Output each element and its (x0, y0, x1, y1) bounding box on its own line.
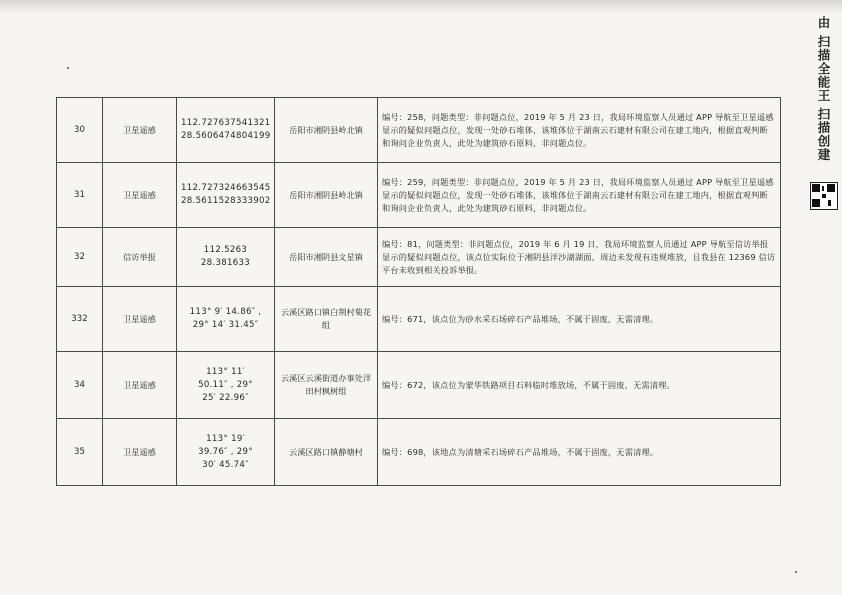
scanner-watermark: 由 扫描全能王 扫描创建 (816, 16, 831, 162)
scan-speck (67, 67, 69, 69)
source-cell: 卫星遥感 (103, 98, 177, 163)
table-row (57, 98, 781, 163)
description-cell: 编号：671，该点位为砂水采石场碎石产品堆场，不属于固废，无需清理。 (378, 287, 781, 352)
location-cell: 云溪区云溪街道办事处洋田村枫树组 (275, 352, 378, 419)
location-cell: 岳阳市湘阴县文星镇 (275, 228, 378, 287)
qr-code-icon (810, 182, 838, 210)
coordinates-cell: 113° 9′ 14.86″ , 29° 14′ 31.45″ (177, 287, 275, 352)
coordinates-cell: 112.5263 28.381633 (177, 228, 275, 287)
row-number: 34 (57, 352, 103, 419)
description-cell: 编号：81，问题类型：非问题点位，2019 年 6 月 19 日，我局环境监察人员通过 APP 导航至信访举报显示的疑似问题点位，该点位实际位于湘阴县洋沙湖湖面，周边未发现有违规堆放，且我县在 12369 信访平台未收到相关投诉举报。 (378, 228, 781, 287)
table-row (57, 287, 781, 352)
table-row (57, 163, 781, 228)
scan-edge-shadow (0, 0, 842, 14)
row-number: 30 (57, 98, 103, 163)
coordinates-cell: 113° 11′ 50.11″ , 29° 25′ 22.96″ (177, 352, 275, 419)
row-number: 32 (57, 228, 103, 287)
source-cell: 卫星遥感 (103, 352, 177, 419)
location-cell: 岳阳市湘阴县岭北镇 (275, 163, 378, 228)
description-cell: 编号：258，问题类型：非问题点位，2019 年 5 月 23 日，我局环境监察人员通过 APP 导航至卫星遥感显示的疑似问题点位，发现一处砂石堆体，该堆体位于湖南云石建材有限公司在建工地内，根据直观判断和询问企业负责人，此处为建筑砂石原料，非问题点位。 (378, 98, 781, 163)
description-cell: 编号：698，该地点为清塘采石场碎石产品堆场，不属于固废，无需清理。 (378, 419, 781, 486)
description-cell: 编号：672，该点位为蒙华铁路项目石料临时堆放场，不属于固废，无需清理。 (378, 352, 781, 419)
scan-speck (795, 571, 797, 573)
row-number: 35 (57, 419, 103, 486)
records-table (56, 97, 781, 486)
table-row (57, 419, 781, 486)
location-cell: 岳阳市湘阴县岭北镇 (275, 98, 378, 163)
coordinates-cell: 113° 19′ 39.76″ , 29° 30′ 45.74″ (177, 419, 275, 486)
source-cell: 卫星遥感 (103, 163, 177, 228)
table-row (57, 228, 781, 287)
source-cell: 卫星遥感 (103, 287, 177, 352)
row-number: 332 (57, 287, 103, 352)
coordinates-cell: 112.727324663545 28.5611528333902 (177, 163, 275, 228)
table-row (57, 352, 781, 419)
location-cell: 云溪区路口镇白荆村菊花组 (275, 287, 378, 352)
source-cell: 卫星遥感 (103, 419, 177, 486)
source-cell: 信访举报 (103, 228, 177, 287)
description-cell: 编号：259，问题类型：非问题点位，2019 年 5 月 23 日，我局环境监察人员通过 APP 导航至卫星遥感显示的疑似问题点位，发现一处砂石堆体，该堆体位于湖南云石建材有限公司在建工地内，根据直观判断和询问企业负责人，此处为建筑砂石原料，非问题点位。 (378, 163, 781, 228)
coordinates-cell: 112.727637541321 28.5606474804199 (177, 98, 275, 163)
row-number: 31 (57, 163, 103, 228)
location-cell: 云溪区路口镇静塘村 (275, 419, 378, 486)
